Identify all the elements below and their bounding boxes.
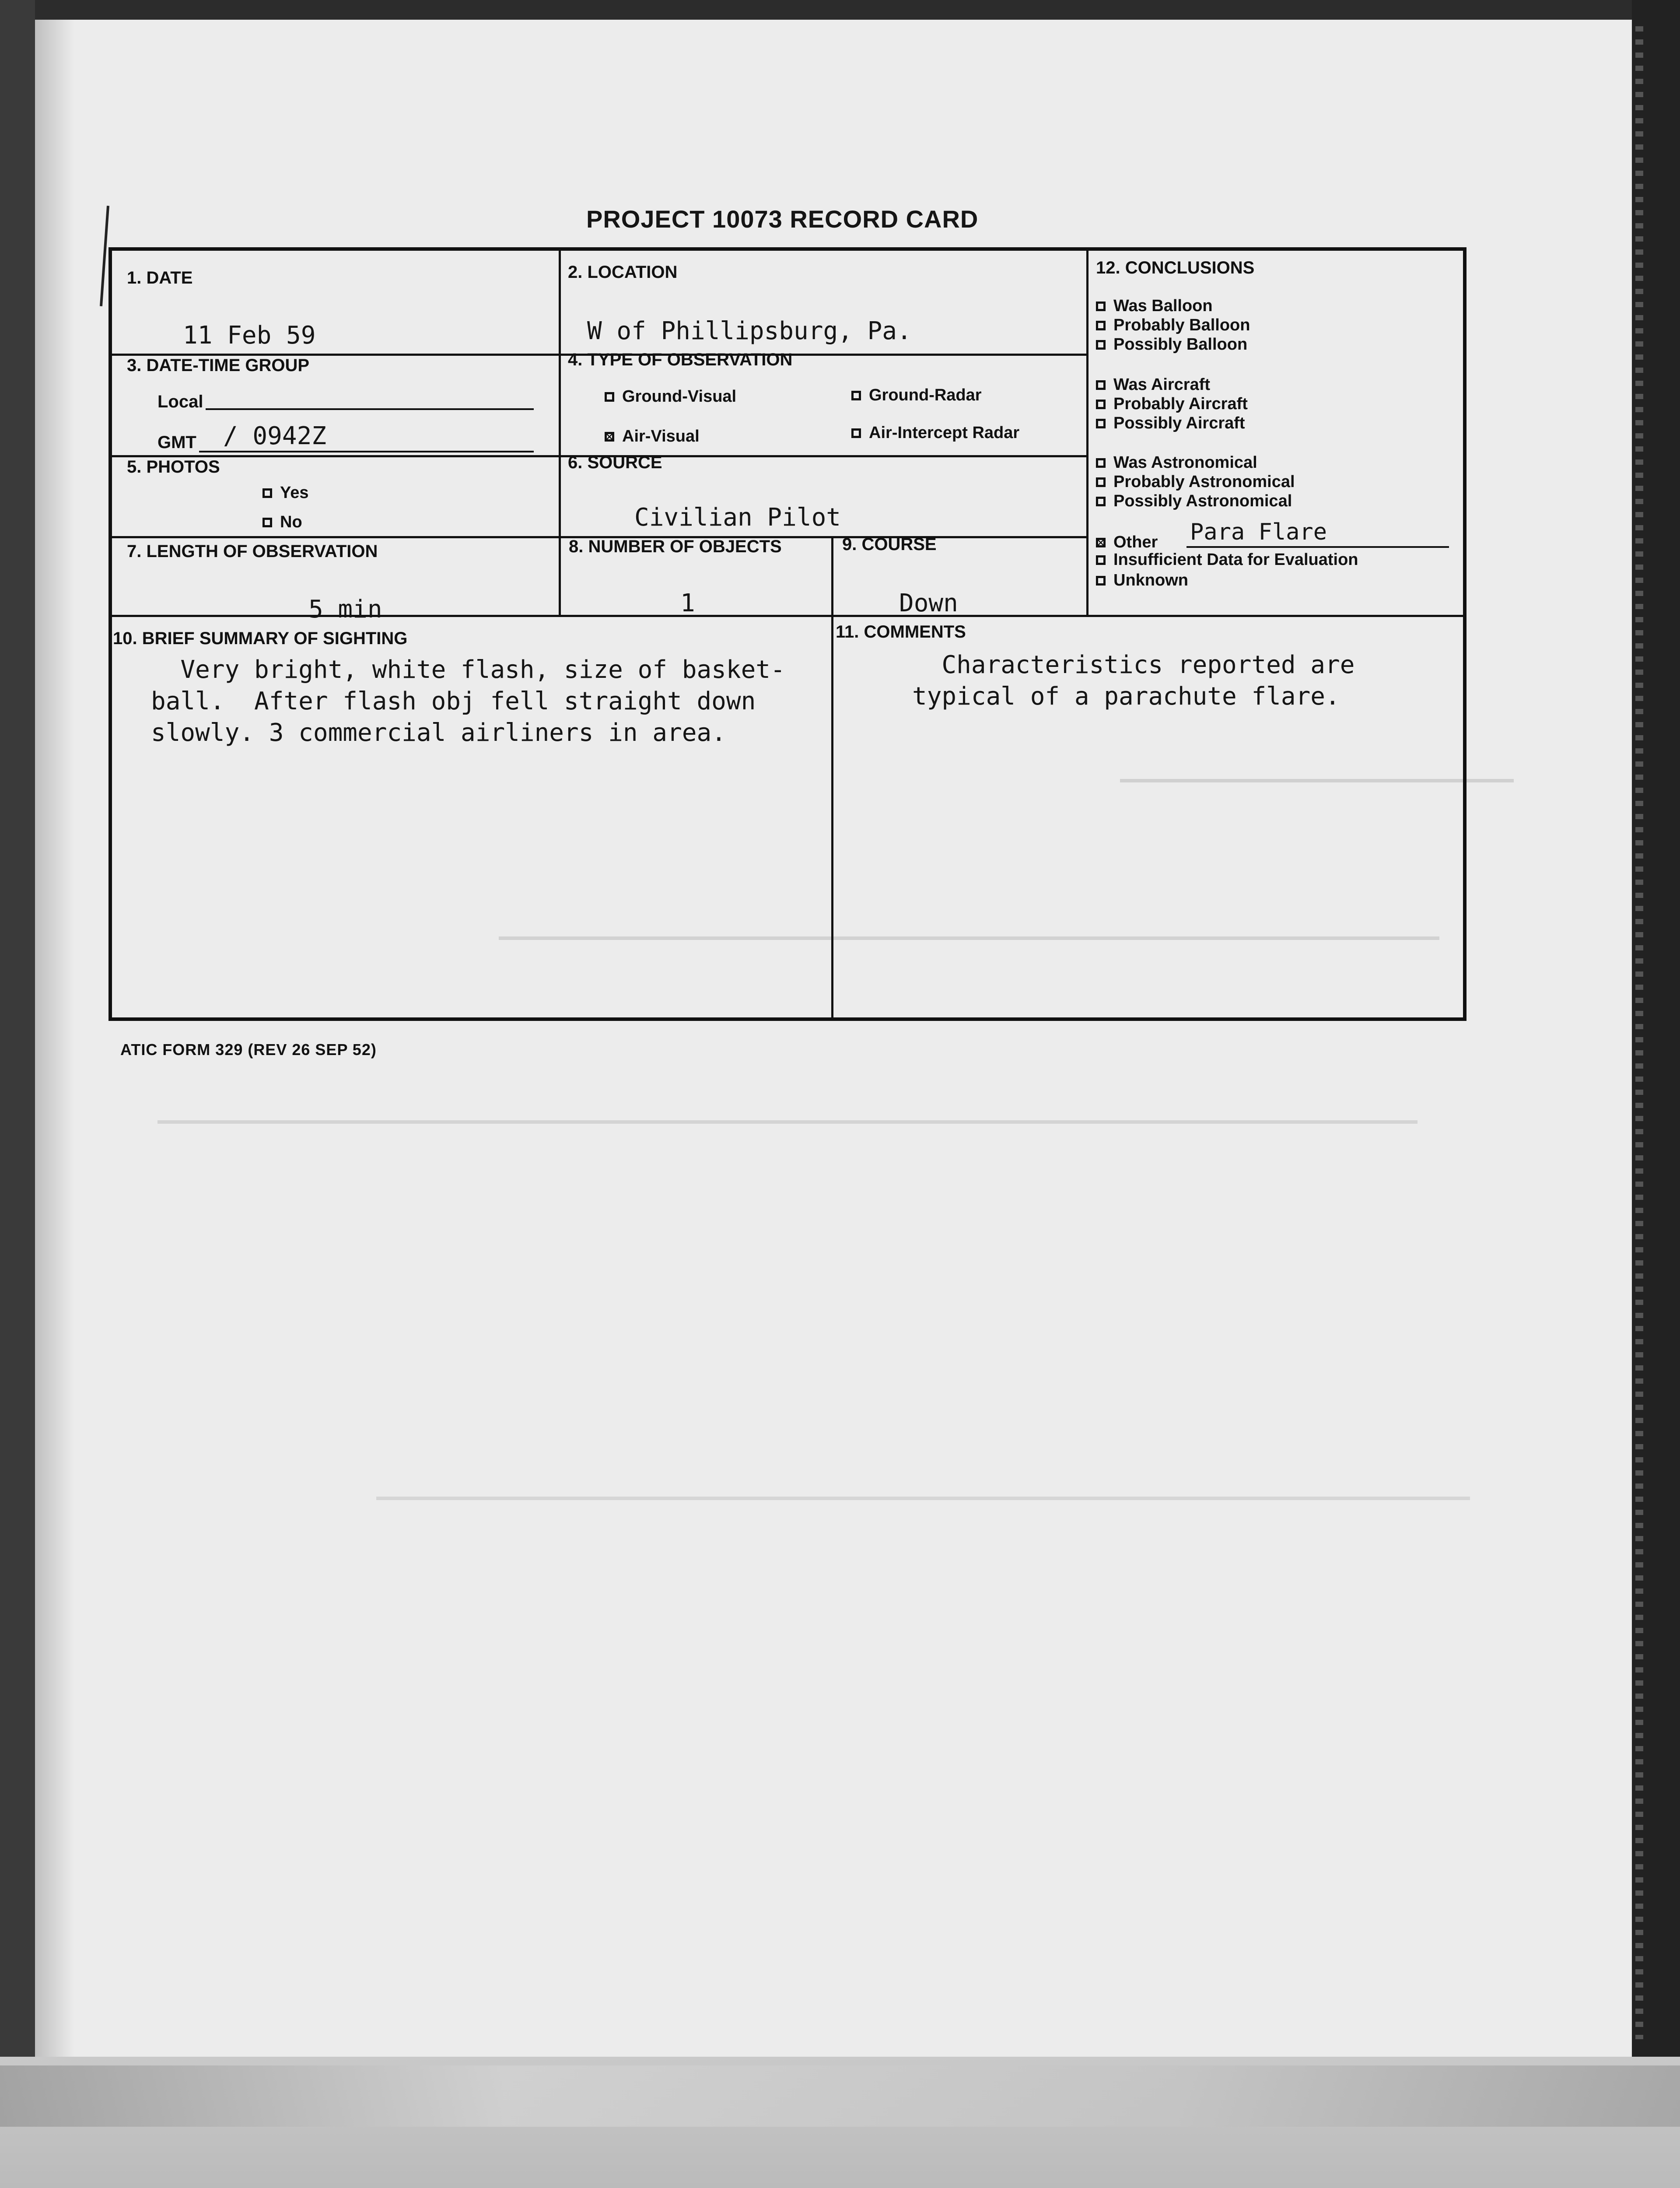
option-air-intercept-radar[interactable]: Air-Intercept Radar [851,424,1019,442]
date-label: 1. DATE [127,268,193,288]
brief-summary-text: Very bright, white flash, size of basket- ball. After flash obj fell straight down slowly. 3 commercial airliners in area. [151,656,785,747]
form-number: ATIC FORM 329 (REV 26 SEP 52) [120,1041,377,1059]
conclusion-other-value: Para Flare [1190,519,1327,545]
checkbox-icon [1096,555,1106,565]
photos-label: 5. PHOTOS [127,457,220,477]
conclusion-probably-astronomical[interactable]: Probably Astronomical [1096,473,1295,491]
checked-box-icon [1096,538,1106,547]
option-air-visual[interactable]: Air-Visual [605,427,700,446]
lower-band [0,2065,1680,2127]
column-divider [559,251,561,615]
number-of-objects-label: 8. NUMBER OF OBJECTS [569,537,782,556]
column-divider [831,615,833,1017]
comments-text: Characteristics reported are typical of a parachute flare. [912,651,1355,711]
checkbox-icon [605,392,614,402]
checkbox-icon [851,428,861,438]
comments-label: 11. COMMENTS [836,622,966,642]
location-label: 2. LOCATION [568,263,678,282]
option-photos-yes[interactable]: Yes [262,484,309,502]
location-value: W of Phillipsburg, Pa. [587,317,912,345]
brief-summary-label: 10. BRIEF SUMMARY OF SIGHTING [113,629,408,648]
course-value: Down [899,589,958,617]
bleed-through-line [376,1497,1470,1500]
conclusion-possibly-astronomical[interactable]: Possibly Astronomical [1096,492,1292,511]
other-field-line [1186,546,1449,548]
film-sprocket-strip [1635,26,1643,2039]
checkbox-icon [851,391,861,400]
checkbox-icon [1096,340,1106,350]
checkbox-icon [1096,576,1106,586]
date-value: 11 Feb 59 [183,321,316,350]
card-title: PROJECT 10073 RECORD CARD [586,205,979,233]
checkbox-icon [1096,380,1106,390]
local-field-line [206,408,534,410]
source-label: 6. SOURCE [568,453,662,472]
checkbox-icon [262,488,272,498]
conclusion-probably-balloon[interactable]: Probably Balloon [1096,316,1250,335]
length-of-observation-value: 5 min [308,595,382,624]
checked-box-icon [605,432,614,442]
conclusions-label: 12. CONCLUSIONS [1096,258,1255,277]
column-divider [1086,251,1088,615]
conclusion-possibly-balloon[interactable]: Possibly Balloon [1096,335,1247,354]
conclusion-was-astronomical[interactable]: Was Astronomical [1096,453,1257,472]
option-ground-visual[interactable]: Ground-Visual [605,387,736,406]
date-time-group-label: 3. DATE-TIME GROUP [127,356,310,375]
paper-shadow [35,20,74,2057]
checkbox-icon [262,518,272,527]
source-value: Civilian Pilot [634,503,841,532]
option-ground-radar[interactable]: Ground-Radar [851,386,982,405]
conclusion-possibly-aircraft[interactable]: Possibly Aircraft [1096,414,1245,433]
conclusion-other[interactable]: Other [1096,533,1158,552]
option-photos-no[interactable]: No [262,513,302,532]
checkbox-icon [1096,321,1106,330]
checkbox-icon [1096,458,1106,468]
number-of-objects-value: 1 [680,589,695,617]
local-label: Local [158,392,203,411]
conclusion-was-balloon[interactable]: Was Balloon [1096,297,1213,316]
conclusion-insufficient-data[interactable]: Insufficient Data for Evaluation [1096,551,1358,569]
conclusion-unknown[interactable]: Unknown [1096,571,1188,590]
length-of-observation-label: 7. LENGTH OF OBSERVATION [127,542,378,561]
checkbox-icon [1096,400,1106,409]
checkbox-icon [1096,419,1106,428]
conclusion-was-aircraft[interactable]: Was Aircraft [1096,375,1210,394]
gmt-field-line [199,451,534,452]
checkbox-icon [1096,497,1106,506]
checkbox-icon [1096,302,1106,311]
column-divider [831,536,833,615]
gmt-label: GMT [158,433,196,452]
type-of-observation-label: 4. TYPE OF OBSERVATION [568,350,793,369]
course-label: 9. COURSE [842,535,937,554]
film-edge-top [0,0,1680,20]
gmt-value: / 0942Z [223,422,327,450]
conclusion-probably-aircraft[interactable]: Probably Aircraft [1096,395,1248,414]
film-edge-left [0,0,35,2188]
bleed-through-line [158,1120,1418,1124]
checkbox-icon [1096,477,1106,487]
